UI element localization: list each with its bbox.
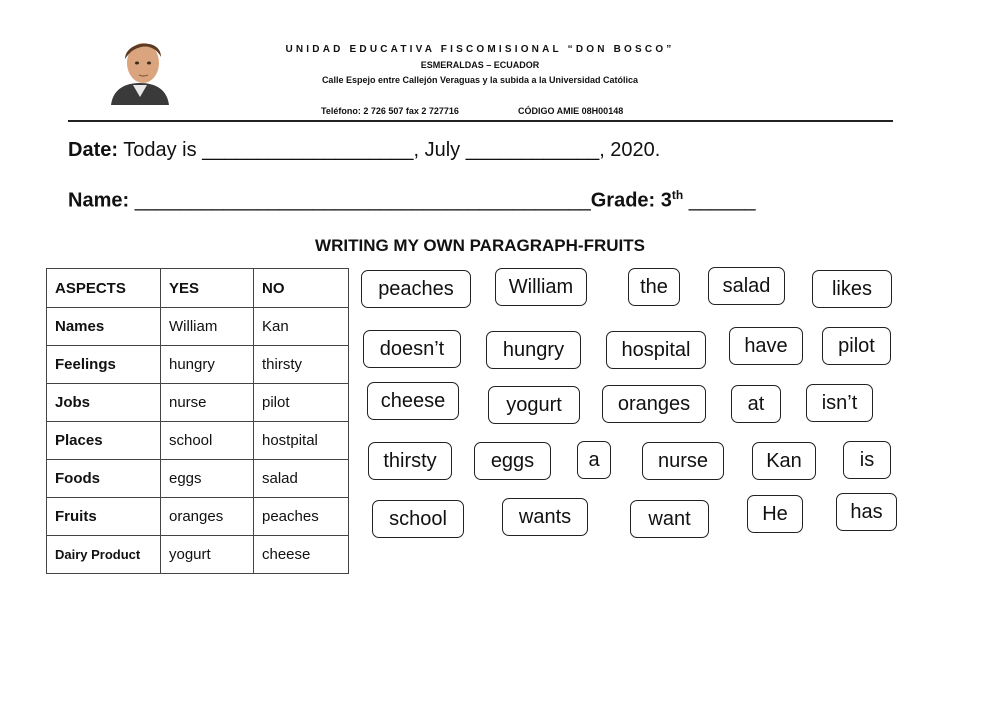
no-cell: Kan bbox=[254, 308, 349, 346]
word-card-cheese[interactable]: cheese bbox=[367, 382, 459, 420]
word-card-at[interactable]: at bbox=[731, 385, 781, 423]
table-row bbox=[47, 346, 349, 384]
aspect-cell: Fruits bbox=[47, 498, 161, 536]
aspect-cell: Places bbox=[47, 422, 161, 460]
aspect-cell: Dairy Product bbox=[47, 536, 161, 574]
no-cell: peaches bbox=[254, 498, 349, 536]
worksheet-title: WRITING MY OWN PARAGRAPH-FRUITS bbox=[315, 236, 645, 255]
school-city: ESMERALDAS – ECUADOR bbox=[420, 60, 540, 70]
yes-cell: William bbox=[161, 308, 254, 346]
word-card-thirsty[interactable]: thirsty bbox=[368, 442, 452, 480]
no-cell: pilot bbox=[254, 384, 349, 422]
table-header-row bbox=[47, 269, 349, 308]
aspect-cell: Jobs bbox=[47, 384, 161, 422]
no-cell: hostpital bbox=[254, 422, 349, 460]
word-card-salad[interactable]: salad bbox=[708, 267, 785, 305]
date-label: Date: bbox=[68, 139, 119, 161]
table-header: NO bbox=[254, 269, 349, 308]
word-card-have[interactable]: have bbox=[729, 327, 803, 365]
word-card-hungry[interactable]: hungry bbox=[486, 331, 581, 369]
no-cell: salad bbox=[254, 460, 349, 498]
yes-cell: eggs bbox=[161, 460, 254, 498]
name-label: Name: bbox=[68, 189, 130, 212]
header-divider bbox=[68, 120, 893, 122]
school-amie-code: CÓDIGO AMIE 08H00148 bbox=[518, 106, 624, 116]
word-card-william[interactable]: William bbox=[495, 268, 587, 306]
school-phone: Teléfono: 2 726 507 fax 2 727716 bbox=[321, 106, 459, 116]
portrait-image bbox=[103, 33, 177, 105]
word-card-wants[interactable]: wants bbox=[502, 498, 588, 536]
word-card-a[interactable]: a bbox=[577, 441, 611, 479]
date-line bbox=[68, 139, 660, 162]
aspects-table bbox=[46, 268, 349, 574]
word-card-isnt[interactable]: isn’t bbox=[806, 384, 873, 422]
name-blank: _________________________________________ bbox=[134, 189, 591, 212]
word-card-the[interactable]: the bbox=[628, 268, 680, 306]
table-header: ASPECTS bbox=[47, 269, 161, 308]
table-row bbox=[47, 498, 349, 536]
grade-label: Grade: 3 bbox=[590, 189, 672, 212]
table-header: YES bbox=[161, 269, 254, 308]
school-address: Calle Espejo entre Callejón Veraguas y la subida a la Universidad Católica bbox=[321, 75, 639, 85]
word-card-oranges[interactable]: oranges bbox=[602, 385, 706, 423]
table-row bbox=[47, 460, 349, 498]
yes-cell: school bbox=[161, 422, 254, 460]
name-line bbox=[68, 188, 756, 213]
no-cell: thirsty bbox=[254, 346, 349, 384]
word-card-peaches[interactable]: peaches bbox=[361, 270, 471, 308]
grade-blank: ______ bbox=[688, 189, 756, 212]
word-card-he[interactable]: He bbox=[747, 495, 803, 533]
aspect-cell: Names bbox=[47, 308, 161, 346]
yes-cell: yogurt bbox=[161, 536, 254, 574]
table-row bbox=[47, 536, 349, 574]
aspect-cell: Feelings bbox=[47, 346, 161, 384]
word-card-pilot[interactable]: pilot bbox=[822, 327, 891, 365]
aspect-cell: Foods bbox=[47, 460, 161, 498]
word-card-want[interactable]: want bbox=[630, 500, 709, 538]
yes-cell: hungry bbox=[161, 346, 254, 384]
word-card-has[interactable]: has bbox=[836, 493, 897, 531]
school-name: UNIDAD EDUCATIVA FISCOMISIONAL “DON BOSCO” bbox=[285, 44, 675, 55]
word-card-is[interactable]: is bbox=[843, 441, 891, 479]
word-card-kan[interactable]: Kan bbox=[752, 442, 816, 480]
grade-suffix: th bbox=[671, 188, 684, 202]
table-row bbox=[47, 384, 349, 422]
word-card-eggs[interactable]: eggs bbox=[474, 442, 551, 480]
no-cell: cheese bbox=[254, 536, 349, 574]
word-card-nurse[interactable]: nurse bbox=[642, 442, 724, 480]
yes-cell: oranges bbox=[161, 498, 254, 536]
table-row bbox=[47, 308, 349, 346]
table-row bbox=[47, 422, 349, 460]
date-text: Today is ___________________, July ____________, 2020. bbox=[123, 139, 661, 161]
word-card-yogurt[interactable]: yogurt bbox=[488, 386, 580, 424]
yes-cell: nurse bbox=[161, 384, 254, 422]
word-card-hospital[interactable]: hospital bbox=[606, 331, 706, 369]
word-card-likes[interactable]: likes bbox=[812, 270, 892, 308]
word-card-school[interactable]: school bbox=[372, 500, 464, 538]
word-card-doesnt[interactable]: doesn’t bbox=[363, 330, 461, 368]
